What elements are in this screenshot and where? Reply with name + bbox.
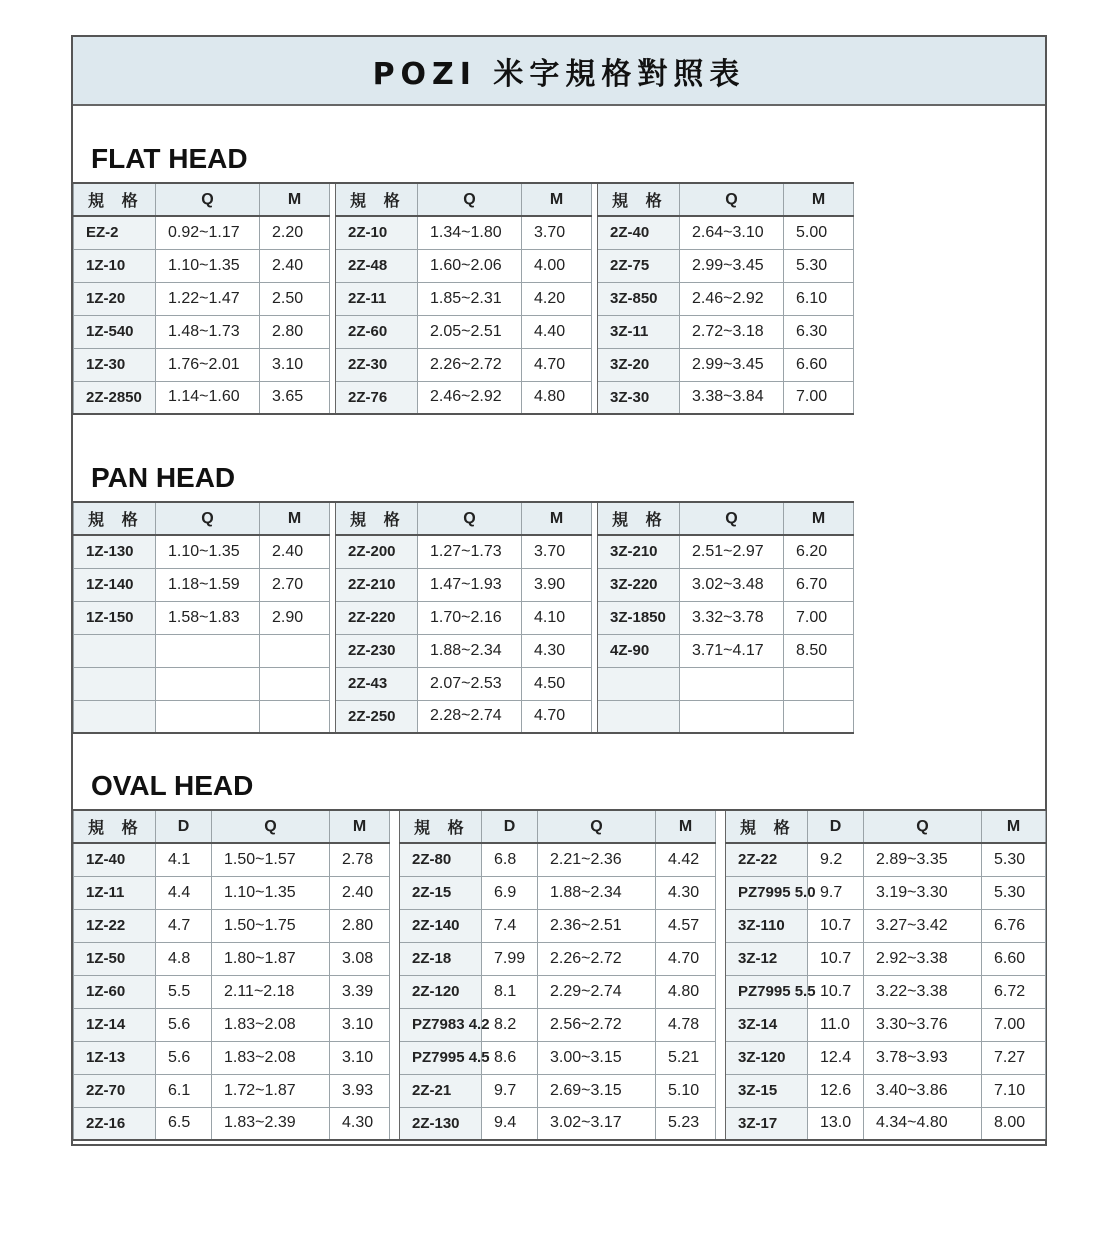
cell-m: 4.10 bbox=[522, 601, 592, 634]
cell-q: 2.29~2.74 bbox=[538, 975, 656, 1008]
cell-m: 6.72 bbox=[982, 975, 1046, 1008]
cell-q: 1.48~1.73 bbox=[156, 315, 260, 348]
cell-d: 9.7 bbox=[482, 1074, 538, 1107]
table-row bbox=[74, 601, 854, 634]
spec-name: 1Z-22 bbox=[74, 909, 156, 942]
cell-m: 2.80 bbox=[260, 315, 330, 348]
table-row bbox=[74, 1041, 1046, 1074]
cell-q bbox=[680, 667, 784, 700]
table-row bbox=[74, 667, 854, 700]
title-bar bbox=[73, 37, 1045, 106]
cell-m: 4.80 bbox=[522, 381, 592, 414]
cell-d: 9.4 bbox=[482, 1107, 538, 1140]
table-row bbox=[74, 348, 854, 381]
cell-m: 7.27 bbox=[982, 1041, 1046, 1074]
cell-d: 4.4 bbox=[156, 876, 212, 909]
spec-name: 2Z-2850 bbox=[74, 381, 156, 414]
column-gap bbox=[390, 975, 400, 1008]
header-m: M bbox=[784, 183, 854, 216]
cell-q: 2.46~2.92 bbox=[418, 381, 522, 414]
cell-d: 8.2 bbox=[482, 1008, 538, 1041]
spec-name: 2Z-16 bbox=[74, 1107, 156, 1140]
cell-m: 2.78 bbox=[330, 843, 390, 876]
cell-d: 4.8 bbox=[156, 942, 212, 975]
table-row bbox=[74, 1074, 1046, 1107]
cell-m: 3.10 bbox=[330, 1041, 390, 1074]
cell-m: 4.70 bbox=[656, 942, 716, 975]
cell-q: 3.27~3.42 bbox=[864, 909, 982, 942]
column-gap bbox=[390, 1074, 400, 1107]
spec-name: 3Z-15 bbox=[726, 1074, 808, 1107]
cell-m: 4.70 bbox=[522, 700, 592, 733]
cell-q: 2.99~3.45 bbox=[680, 348, 784, 381]
cell-q: 1.50~1.75 bbox=[212, 909, 330, 942]
spec-sheet-frame bbox=[71, 35, 1047, 1146]
cell-q: 3.40~3.86 bbox=[864, 1074, 982, 1107]
spec-name: 3Z-850 bbox=[598, 282, 680, 315]
cell-d: 5.6 bbox=[156, 1041, 212, 1074]
spec-name: 3Z-110 bbox=[726, 909, 808, 942]
spec-name: 1Z-130 bbox=[74, 535, 156, 568]
table-row bbox=[74, 216, 854, 249]
table-row bbox=[74, 634, 854, 667]
cell-q: 3.00~3.15 bbox=[538, 1041, 656, 1074]
cell-m: 4.30 bbox=[522, 634, 592, 667]
page-title: POZI 米字規格對照表 bbox=[372, 56, 746, 92]
cell-q: 1.14~1.60 bbox=[156, 381, 260, 414]
cell-q: 2.92~3.38 bbox=[864, 942, 982, 975]
cell-m: 3.39 bbox=[330, 975, 390, 1008]
cell-m: 3.65 bbox=[260, 381, 330, 414]
cell-q: 2.64~3.10 bbox=[680, 216, 784, 249]
spec-name: 2Z-30 bbox=[336, 348, 418, 381]
header-row bbox=[74, 810, 1046, 843]
table-row bbox=[74, 700, 854, 733]
column-gap bbox=[716, 1107, 726, 1140]
header-row bbox=[74, 183, 854, 216]
oval-head-title: OVAL HEAD bbox=[91, 770, 254, 801]
cell-d: 9.7 bbox=[808, 876, 864, 909]
column-gap bbox=[716, 810, 726, 843]
cell-m: 4.20 bbox=[522, 282, 592, 315]
header-spec: 規 格 bbox=[74, 502, 156, 535]
cell-q: 2.36~2.51 bbox=[538, 909, 656, 942]
table-row bbox=[74, 942, 1046, 975]
spec-name: 2Z-48 bbox=[336, 249, 418, 282]
spec-name: PZ7995 4.5 bbox=[400, 1041, 482, 1074]
cell-m: 4.30 bbox=[330, 1107, 390, 1140]
spec-name: 2Z-220 bbox=[336, 601, 418, 634]
cell-m: 3.93 bbox=[330, 1074, 390, 1107]
cell-q: 1.72~1.87 bbox=[212, 1074, 330, 1107]
spec-name: 1Z-11 bbox=[74, 876, 156, 909]
spec-name: 2Z-200 bbox=[336, 535, 418, 568]
table-row bbox=[74, 1008, 1046, 1041]
header-q: Q bbox=[212, 810, 330, 843]
cell-m: 2.90 bbox=[260, 601, 330, 634]
cell-m: 7.00 bbox=[784, 601, 854, 634]
cell-d: 8.1 bbox=[482, 975, 538, 1008]
spec-name: 2Z-22 bbox=[726, 843, 808, 876]
spec-name: 4Z-90 bbox=[598, 634, 680, 667]
cell-q: 1.58~1.83 bbox=[156, 601, 260, 634]
cell-q: 4.34~4.80 bbox=[864, 1107, 982, 1140]
header-row bbox=[74, 502, 854, 535]
cell-m: 4.30 bbox=[656, 876, 716, 909]
cell-q bbox=[680, 700, 784, 733]
header-d: D bbox=[482, 810, 538, 843]
spec-name: 2Z-140 bbox=[400, 909, 482, 942]
cell-m: 4.40 bbox=[522, 315, 592, 348]
spec-name: 2Z-120 bbox=[400, 975, 482, 1008]
header-m: M bbox=[982, 810, 1046, 843]
header-q: Q bbox=[418, 502, 522, 535]
cell-q: 1.50~1.57 bbox=[212, 843, 330, 876]
spec-name: PZ7995 5.5 bbox=[726, 975, 808, 1008]
header-m: M bbox=[330, 810, 390, 843]
column-gap bbox=[716, 876, 726, 909]
oval-head-table bbox=[73, 809, 1046, 1141]
cell-q: 2.51~2.97 bbox=[680, 535, 784, 568]
table-row bbox=[74, 381, 854, 414]
spec-name: EZ-2 bbox=[74, 216, 156, 249]
cell-m: 8.00 bbox=[982, 1107, 1046, 1140]
column-gap bbox=[716, 975, 726, 1008]
spec-name: 2Z-40 bbox=[598, 216, 680, 249]
cell-m bbox=[260, 634, 330, 667]
cell-m: 2.80 bbox=[330, 909, 390, 942]
cell-m: 5.30 bbox=[784, 249, 854, 282]
cell-m bbox=[260, 667, 330, 700]
header-spec: 規 格 bbox=[726, 810, 808, 843]
header-q: Q bbox=[864, 810, 982, 843]
cell-q: 1.88~2.34 bbox=[538, 876, 656, 909]
spec-name: 2Z-75 bbox=[598, 249, 680, 282]
cell-q: 3.02~3.48 bbox=[680, 568, 784, 601]
spec-name: PZ7995 5.0 bbox=[726, 876, 808, 909]
cell-m: 6.20 bbox=[784, 535, 854, 568]
cell-m: 2.50 bbox=[260, 282, 330, 315]
spec-name: 2Z-60 bbox=[336, 315, 418, 348]
cell-q: 1.10~1.35 bbox=[212, 876, 330, 909]
spec-name: PZ7983 4.2 bbox=[400, 1008, 482, 1041]
cell-q bbox=[156, 700, 260, 733]
column-gap bbox=[390, 1107, 400, 1140]
spec-name: 1Z-20 bbox=[74, 282, 156, 315]
cell-q: 2.11~2.18 bbox=[212, 975, 330, 1008]
cell-m: 4.50 bbox=[522, 667, 592, 700]
cell-q: 1.83~2.39 bbox=[212, 1107, 330, 1140]
cell-d: 13.0 bbox=[808, 1107, 864, 1140]
cell-m: 4.80 bbox=[656, 975, 716, 1008]
cell-m: 8.50 bbox=[784, 634, 854, 667]
spec-name: 2Z-43 bbox=[336, 667, 418, 700]
column-gap bbox=[716, 942, 726, 975]
cell-m: 3.10 bbox=[330, 1008, 390, 1041]
spec-name: 1Z-40 bbox=[74, 843, 156, 876]
table-row bbox=[74, 249, 854, 282]
spec-name bbox=[598, 667, 680, 700]
cell-m: 4.70 bbox=[522, 348, 592, 381]
cell-q: 1.70~2.16 bbox=[418, 601, 522, 634]
spec-name bbox=[74, 700, 156, 733]
cell-q: 2.72~3.18 bbox=[680, 315, 784, 348]
cell-q: 3.02~3.17 bbox=[538, 1107, 656, 1140]
header-spec: 規 格 bbox=[598, 183, 680, 216]
cell-m: 2.40 bbox=[330, 876, 390, 909]
column-gap bbox=[390, 1041, 400, 1074]
column-gap bbox=[390, 810, 400, 843]
spec-name: 1Z-14 bbox=[74, 1008, 156, 1041]
cell-d: 10.7 bbox=[808, 909, 864, 942]
table-row bbox=[74, 975, 1046, 1008]
header-m: M bbox=[784, 502, 854, 535]
table-row bbox=[74, 1107, 1046, 1140]
header-m: M bbox=[260, 502, 330, 535]
cell-m: 5.21 bbox=[656, 1041, 716, 1074]
cell-q: 3.71~4.17 bbox=[680, 634, 784, 667]
header-m: M bbox=[656, 810, 716, 843]
spec-name: 1Z-30 bbox=[74, 348, 156, 381]
table-row bbox=[74, 843, 1046, 876]
cell-q: 1.34~1.80 bbox=[418, 216, 522, 249]
cell-d: 6.5 bbox=[156, 1107, 212, 1140]
column-gap bbox=[390, 942, 400, 975]
cell-d: 10.7 bbox=[808, 942, 864, 975]
header-m: M bbox=[522, 502, 592, 535]
spec-name: 3Z-20 bbox=[598, 348, 680, 381]
column-gap bbox=[390, 909, 400, 942]
table-row bbox=[74, 568, 854, 601]
cell-d: 11.0 bbox=[808, 1008, 864, 1041]
header-m: M bbox=[260, 183, 330, 216]
spec-name: 2Z-18 bbox=[400, 942, 482, 975]
cell-d: 6.8 bbox=[482, 843, 538, 876]
cell-d: 6.9 bbox=[482, 876, 538, 909]
cell-q: 1.60~2.06 bbox=[418, 249, 522, 282]
column-gap bbox=[716, 1008, 726, 1041]
cell-m: 4.78 bbox=[656, 1008, 716, 1041]
cell-q: 2.89~3.35 bbox=[864, 843, 982, 876]
cell-m: 5.30 bbox=[982, 843, 1046, 876]
cell-q: 1.80~1.87 bbox=[212, 942, 330, 975]
header-spec: 規 格 bbox=[74, 183, 156, 216]
cell-m: 6.76 bbox=[982, 909, 1046, 942]
cell-m: 6.10 bbox=[784, 282, 854, 315]
cell-d: 9.2 bbox=[808, 843, 864, 876]
column-gap bbox=[390, 1008, 400, 1041]
cell-q: 2.69~3.15 bbox=[538, 1074, 656, 1107]
cell-d: 12.6 bbox=[808, 1074, 864, 1107]
table-row bbox=[74, 909, 1046, 942]
cell-m: 3.90 bbox=[522, 568, 592, 601]
column-gap bbox=[716, 1041, 726, 1074]
cell-d: 6.1 bbox=[156, 1074, 212, 1107]
cell-q: 3.30~3.76 bbox=[864, 1008, 982, 1041]
spec-name: 2Z-11 bbox=[336, 282, 418, 315]
cell-q: 1.83~2.08 bbox=[212, 1008, 330, 1041]
flat-head-table bbox=[73, 182, 854, 415]
cell-q: 1.76~2.01 bbox=[156, 348, 260, 381]
cell-q: 2.46~2.92 bbox=[680, 282, 784, 315]
cell-m: 6.60 bbox=[982, 942, 1046, 975]
spec-name bbox=[74, 667, 156, 700]
cell-d: 7.4 bbox=[482, 909, 538, 942]
cell-m: 7.10 bbox=[982, 1074, 1046, 1107]
spec-name: 3Z-220 bbox=[598, 568, 680, 601]
spec-name: 2Z-80 bbox=[400, 843, 482, 876]
spec-name: 3Z-12 bbox=[726, 942, 808, 975]
spec-name: 1Z-13 bbox=[74, 1041, 156, 1074]
spec-name bbox=[598, 700, 680, 733]
spec-name: 1Z-60 bbox=[74, 975, 156, 1008]
cell-m: 5.23 bbox=[656, 1107, 716, 1140]
cell-q: 3.32~3.78 bbox=[680, 601, 784, 634]
spec-name: 2Z-210 bbox=[336, 568, 418, 601]
spec-name: 3Z-11 bbox=[598, 315, 680, 348]
cell-q bbox=[156, 634, 260, 667]
header-q: Q bbox=[538, 810, 656, 843]
cell-d: 5.6 bbox=[156, 1008, 212, 1041]
spec-name: 1Z-140 bbox=[74, 568, 156, 601]
spec-name: 2Z-230 bbox=[336, 634, 418, 667]
cell-m: 6.30 bbox=[784, 315, 854, 348]
cell-q: 1.10~1.35 bbox=[156, 535, 260, 568]
column-gap bbox=[390, 843, 400, 876]
table-row bbox=[74, 282, 854, 315]
cell-m: 5.10 bbox=[656, 1074, 716, 1107]
cell-q: 1.83~2.08 bbox=[212, 1041, 330, 1074]
column-gap bbox=[390, 876, 400, 909]
spec-name: 2Z-70 bbox=[74, 1074, 156, 1107]
cell-m bbox=[784, 700, 854, 733]
spec-name: 1Z-540 bbox=[74, 315, 156, 348]
column-gap bbox=[716, 1074, 726, 1107]
table-row bbox=[74, 535, 854, 568]
cell-d: 10.7 bbox=[808, 975, 864, 1008]
cell-q: 3.22~3.38 bbox=[864, 975, 982, 1008]
cell-q: 1.27~1.73 bbox=[418, 535, 522, 568]
cell-m: 4.42 bbox=[656, 843, 716, 876]
cell-d: 4.7 bbox=[156, 909, 212, 942]
cell-m: 5.00 bbox=[784, 216, 854, 249]
cell-m bbox=[784, 667, 854, 700]
spec-name: 3Z-30 bbox=[598, 381, 680, 414]
header-m: M bbox=[522, 183, 592, 216]
header-spec: 規 格 bbox=[400, 810, 482, 843]
cell-q: 2.21~2.36 bbox=[538, 843, 656, 876]
cell-q: 2.26~2.72 bbox=[538, 942, 656, 975]
cell-m: 7.00 bbox=[982, 1008, 1046, 1041]
cell-q bbox=[156, 667, 260, 700]
cell-q: 1.18~1.59 bbox=[156, 568, 260, 601]
cell-q: 3.38~3.84 bbox=[680, 381, 784, 414]
spec-name: 2Z-10 bbox=[336, 216, 418, 249]
spec-name: 1Z-150 bbox=[74, 601, 156, 634]
spec-name: 3Z-120 bbox=[726, 1041, 808, 1074]
cell-q: 1.22~1.47 bbox=[156, 282, 260, 315]
column-gap bbox=[716, 843, 726, 876]
header-q: Q bbox=[680, 502, 784, 535]
cell-m: 2.20 bbox=[260, 216, 330, 249]
cell-m: 3.70 bbox=[522, 216, 592, 249]
table-row bbox=[74, 876, 1046, 909]
spec-name: 2Z-130 bbox=[400, 1107, 482, 1140]
cell-d: 8.6 bbox=[482, 1041, 538, 1074]
cell-m: 3.08 bbox=[330, 942, 390, 975]
cell-q: 2.56~2.72 bbox=[538, 1008, 656, 1041]
cell-q: 2.28~2.74 bbox=[418, 700, 522, 733]
spec-name: 3Z-14 bbox=[726, 1008, 808, 1041]
spec-name: 1Z-10 bbox=[74, 249, 156, 282]
flat-head-title: FLAT HEAD bbox=[91, 143, 248, 174]
spec-name bbox=[74, 634, 156, 667]
cell-d: 12.4 bbox=[808, 1041, 864, 1074]
cell-d: 5.5 bbox=[156, 975, 212, 1008]
pan-head-title: PAN HEAD bbox=[91, 462, 236, 493]
cell-m: 3.70 bbox=[522, 535, 592, 568]
cell-m: 2.40 bbox=[260, 249, 330, 282]
spec-name: 2Z-21 bbox=[400, 1074, 482, 1107]
cell-q: 1.88~2.34 bbox=[418, 634, 522, 667]
spec-name: 3Z-1850 bbox=[598, 601, 680, 634]
cell-m: 7.00 bbox=[784, 381, 854, 414]
cell-d: 7.99 bbox=[482, 942, 538, 975]
cell-m bbox=[260, 700, 330, 733]
header-q: Q bbox=[418, 183, 522, 216]
spec-name: 3Z-17 bbox=[726, 1107, 808, 1140]
cell-m: 6.60 bbox=[784, 348, 854, 381]
table-row bbox=[74, 315, 854, 348]
header-q: Q bbox=[156, 502, 260, 535]
cell-q: 0.92~1.17 bbox=[156, 216, 260, 249]
cell-m: 3.10 bbox=[260, 348, 330, 381]
cell-m: 4.00 bbox=[522, 249, 592, 282]
cell-q: 1.85~2.31 bbox=[418, 282, 522, 315]
spec-name: 2Z-15 bbox=[400, 876, 482, 909]
spec-name: 2Z-76 bbox=[336, 381, 418, 414]
cell-q: 3.19~3.30 bbox=[864, 876, 982, 909]
cell-d: 4.1 bbox=[156, 843, 212, 876]
cell-q: 2.07~2.53 bbox=[418, 667, 522, 700]
spec-name: 3Z-210 bbox=[598, 535, 680, 568]
cell-q: 2.05~2.51 bbox=[418, 315, 522, 348]
cell-m: 5.30 bbox=[982, 876, 1046, 909]
header-spec: 規 格 bbox=[598, 502, 680, 535]
column-gap bbox=[716, 909, 726, 942]
header-spec: 規 格 bbox=[74, 810, 156, 843]
header-d: D bbox=[156, 810, 212, 843]
cell-q: 2.99~3.45 bbox=[680, 249, 784, 282]
spec-name: 1Z-50 bbox=[74, 942, 156, 975]
cell-m: 4.57 bbox=[656, 909, 716, 942]
cell-m: 2.70 bbox=[260, 568, 330, 601]
header-d: D bbox=[808, 810, 864, 843]
cell-q: 1.47~1.93 bbox=[418, 568, 522, 601]
header-spec: 規 格 bbox=[336, 502, 418, 535]
cell-m: 6.70 bbox=[784, 568, 854, 601]
spec-name: 2Z-250 bbox=[336, 700, 418, 733]
header-q: Q bbox=[680, 183, 784, 216]
cell-q: 3.78~3.93 bbox=[864, 1041, 982, 1074]
pan-head-table bbox=[73, 501, 854, 734]
header-q: Q bbox=[156, 183, 260, 216]
header-spec: 規 格 bbox=[336, 183, 418, 216]
cell-q: 1.10~1.35 bbox=[156, 249, 260, 282]
cell-q: 2.26~2.72 bbox=[418, 348, 522, 381]
cell-m: 2.40 bbox=[260, 535, 330, 568]
